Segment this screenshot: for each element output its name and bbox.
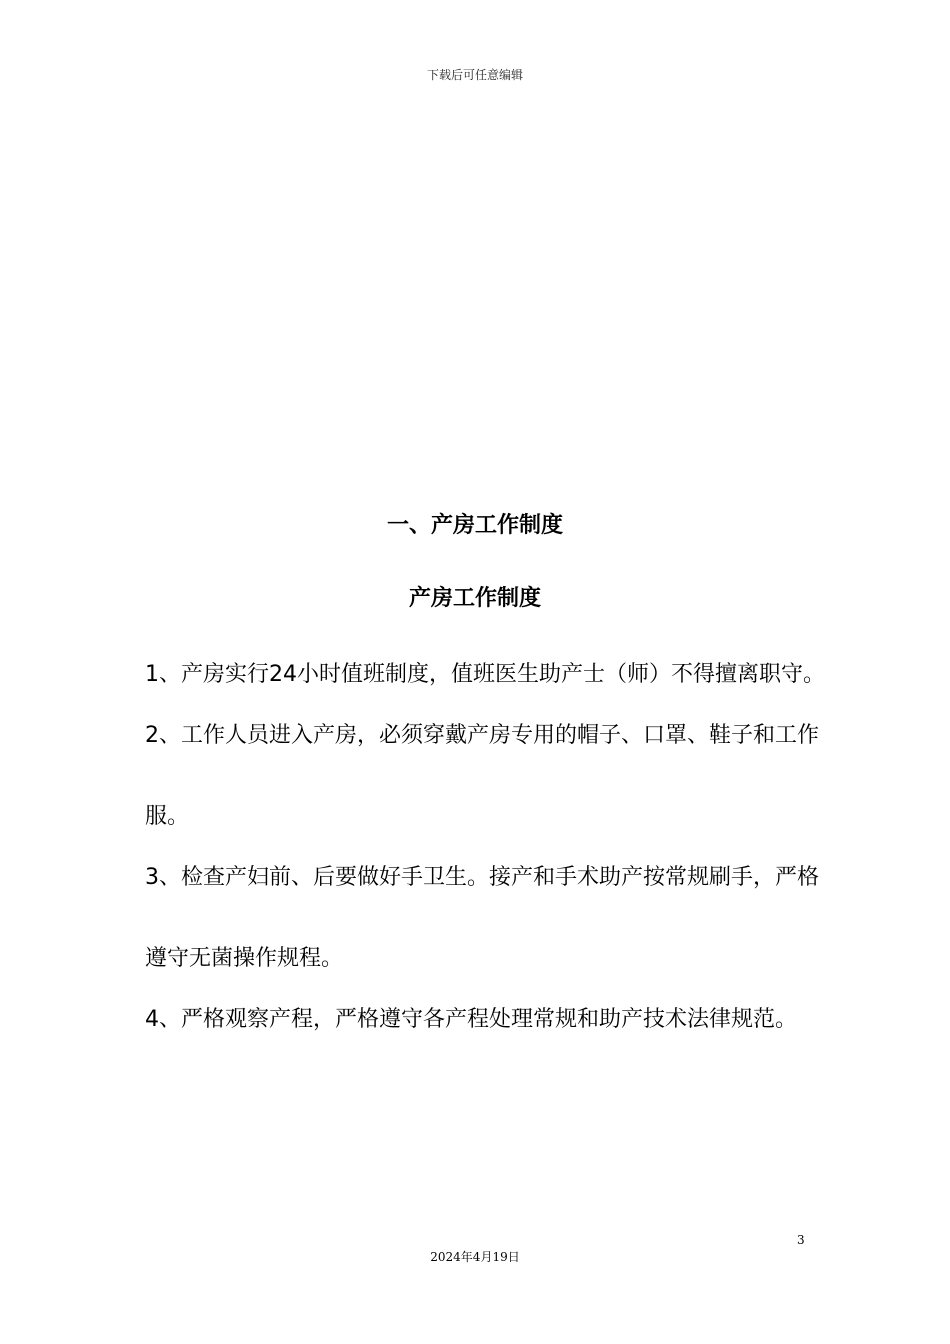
- footer-date: 2024年4月19日: [430, 1250, 520, 1264]
- rule-item: 3、检查产妇前、后要做好手卫生。接产和手术助产按常规刷手，严格遵守无菌操作规程。: [145, 865, 819, 971]
- rules-list: [145, 654, 825, 1060]
- document-title: 产房工作制度: [408, 586, 541, 611]
- section-heading: 一、产房工作制度: [386, 513, 563, 538]
- page-number: 3: [797, 1233, 805, 1247]
- rule-item: 4、严格观察产程，严格遵守各产程处理常规和助产技术法律规范。: [145, 1007, 797, 1032]
- rule-item: 2、工作人员进入产房，必须穿戴产房专用的帽子、口罩、鞋子和工作服。: [145, 723, 819, 829]
- rule-item: 1、产房实行24小时值班制度，值班医生助产士（师）不得擅离职守。: [145, 662, 825, 687]
- header-note: 下载后可任意编辑: [426, 68, 523, 82]
